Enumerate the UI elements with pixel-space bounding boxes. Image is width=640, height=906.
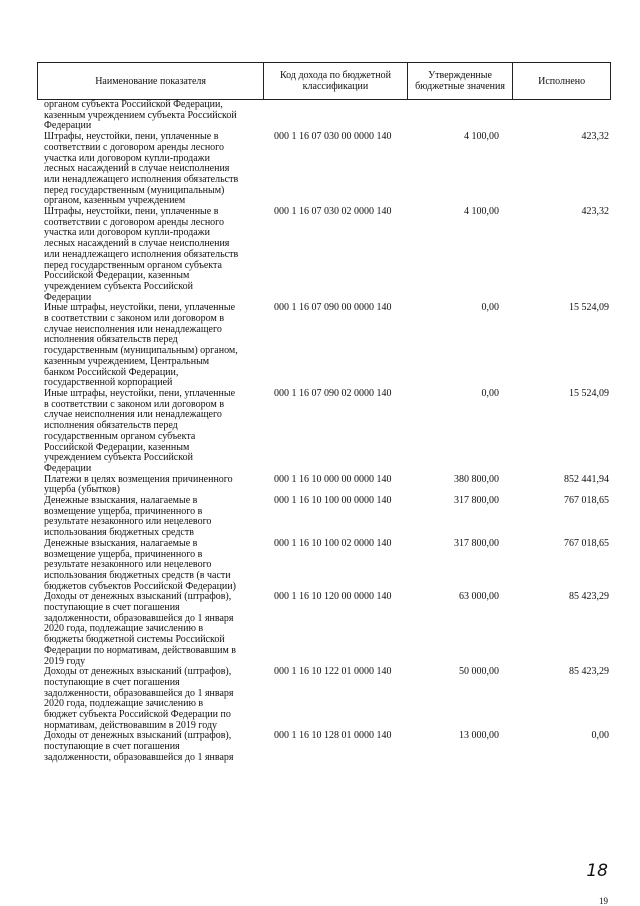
row-plan-value: 63 000,00: [459, 591, 499, 603]
row-code: 000 1 16 10 100 02 0000 140: [274, 537, 392, 549]
row-name: Штрафы, неустойки, пени, уплаченные в соответствии с договором аренды лесного участка или договором купли-продажи лесных насаждений в случае неисполнения или ненадлежащего исполнения обязательств перед государственным (муниципальным) органом, казенным учреждением: [44, 131, 239, 207]
row-name: органом субъекта Российской Федерации, казенным учреждением субъекта Российской Федерации: [44, 99, 237, 132]
row-name: Иные штрафы, неустойки, пени, уплаченные в соответствии с законом или договором в случае неисполнения или ненадлежащего исполнения обязательств перед государственным (муниципальным) органом, казенным учреждением, Центральным банком Российской Федерации, государственной корпорацией: [44, 302, 238, 389]
table-header: [37, 62, 611, 100]
handwritten-page-number: 18: [586, 861, 608, 881]
row-name: Иные штрафы, неустойки, пени, уплаченные в соответствии с законом или договором в случае неисполнения или ненадлежащего исполнения обязательств перед государственным органом субъекта Российской Федерации, казенным учреждением субъекта Российской Федерации: [44, 387, 236, 474]
row-name: Доходы от денежных взысканий (штрафов), поступающие в счет погашения задолженности, образовавшейся до 1 января: [44, 730, 234, 763]
page-number-secondary: 19: [599, 896, 608, 906]
table-row: [44, 667, 614, 731]
row-plan-value: 317 800,00: [454, 495, 499, 507]
row-fact-value: 423,32: [581, 206, 609, 218]
row-plan-value: 380 800,00: [454, 473, 499, 485]
row-code: 000 1 16 10 128 01 0000 140: [274, 730, 392, 742]
row-fact-value: 767 018,65: [564, 537, 609, 549]
row-name: Денежные взыскания, налагаемые в возмещение ущерба, причиненного в результате незаконного или нецелевого использования бюджетных средств: [44, 495, 212, 539]
row-code: 000 1 16 07 090 00 0000 140: [274, 302, 392, 314]
row-plan-value: 317 800,00: [454, 537, 499, 549]
row-plan-value: 4 100,00: [464, 206, 499, 218]
row-code: 000 1 16 07 030 00 0000 140: [274, 131, 392, 143]
row-code: 000 1 16 10 100 00 0000 140: [274, 495, 392, 507]
row-plan-value: 0,00: [481, 302, 499, 314]
table-row: [44, 303, 614, 389]
row-name: Доходы от денежных взысканий (штрафов), поступающие в счет погашения задолженности, образовавшейся до 1 января 2020 года, подлежащие зачислению в бюджет субъекта Российской Федерации по нормативам, действовавшим в 2019 году: [44, 666, 234, 731]
row-code: 000 1 16 07 030 02 0000 140: [274, 206, 392, 218]
row-name: Доходы от денежных взысканий (штрафов), поступающие в счет погашения задолженности, образовавшейся до 1 января 2020 года, подлежащие зачислению в бюджеты бюджетной системы Российской Федерации по нормативам, действовавшим в 2019 году: [44, 591, 236, 667]
header-code-column: Код дохода по бюджетной классификации: [264, 63, 408, 99]
table-row: [44, 539, 614, 593]
row-plan-value: 13 000,00: [459, 730, 499, 742]
row-fact-value: 15 524,09: [569, 387, 609, 399]
row-code: 000 1 16 10 120 00 0000 140: [274, 591, 392, 603]
header-name-column: Наименование показателя: [38, 63, 264, 99]
row-plan-value: 4 100,00: [464, 131, 499, 143]
table-row: [44, 731, 614, 763]
table-row: [44, 592, 614, 667]
header-plan-column: Утвержденные бюджетные значения: [408, 63, 514, 99]
table-row: [44, 389, 614, 475]
header-fact-column: Исполнено: [538, 75, 586, 87]
table-row: [44, 475, 614, 496]
row-name: Штрафы, неустойки, пени, уплаченные в соответствии с договором аренды лесного участка или договором купли-продажи лесных насаждений в случае неисполнения или ненадлежащего исполнения обязательств перед государственным органом субъекта Российской Федерации, казенным учреждением субъекта Российской Федерации: [44, 206, 239, 303]
row-fact-value: 85 423,29: [569, 666, 609, 678]
row-fact-value: 767 018,65: [564, 495, 609, 507]
table-row: [44, 207, 614, 303]
table-row: [44, 496, 614, 539]
row-name: Денежные взыскания, налагаемые в возмещение ущерба, причиненного в результате незаконного или нецелевого использования бюджетных средств (в части бюджетов субъектов Российской Федерации): [44, 537, 236, 592]
row-code: 000 1 16 07 090 02 0000 140: [274, 387, 392, 399]
row-code: 000 1 16 10 122 01 0000 140: [274, 666, 392, 678]
row-name: Платежи в целях возмещения причиненного ущерба (убытков): [44, 473, 233, 496]
row-fact-value: 0,00: [591, 730, 609, 742]
row-fact-value: 852 441,94: [564, 473, 609, 485]
table-row: [44, 100, 614, 132]
row-code: 000 1 16 10 000 00 0000 140: [274, 473, 392, 485]
table-row: [44, 132, 614, 207]
row-fact-value: 423,32: [581, 131, 609, 143]
row-plan-value: 50 000,00: [459, 666, 499, 678]
row-fact-value: 85 423,29: [569, 591, 609, 603]
table-body: [44, 100, 614, 764]
row-plan-value: 0,00: [481, 387, 499, 399]
row-fact-value: 15 524,09: [569, 302, 609, 314]
